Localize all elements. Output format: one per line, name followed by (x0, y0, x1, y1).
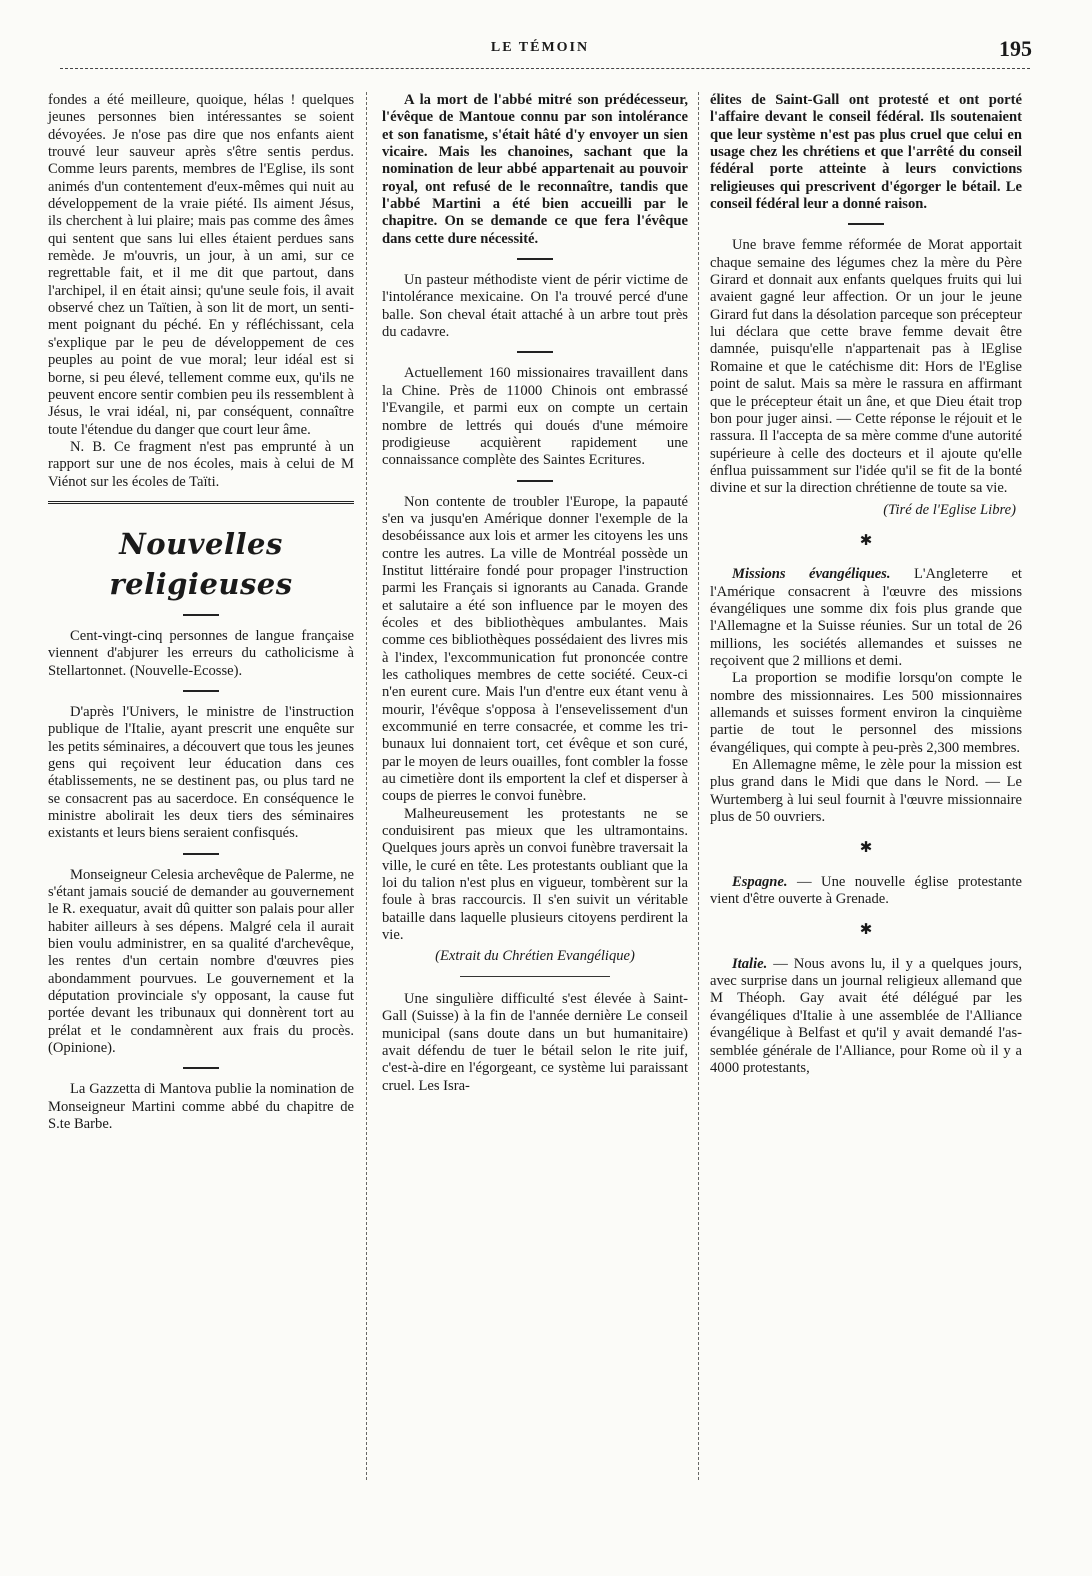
paragraph: La Gazzetta di Mantova publie la nomination de Monseigneur Martini comme abbé du chapitre de S.te Barbe. (48, 1081, 354, 1133)
paragraph (710, 956, 1022, 1077)
paragraph: fondes a été meilleure, quoique, hélas ! quelques jeunes personnes bien intéressantes se soient dévoyées. Je n'ose pas dire que nos enfants aient trouvé leur sauveur après s'être sentis perdus. Comme leurs parents, membres de l'Eglise, ils sont animés d'un contentement d'eux-mêmes qui nuit au développement de la vraie piété. Ils aiment Jésus, ils cherchent à lui plaire; mais pas comme des âmes qui sentent que sans lui elles étaient perdues sans remède. Je m'ouvris, un jour, à un ami, sur ce regrettable fait, et il me dit que partout, dans l'archipel, il en était ainsi; qu'une seule fois, il avait observé chez un Taïtien, à son lit de mort, un sentiment poignant du péché. En y réfléchissant, cela s'explique par le peu de développement de ces peuples au point de vue moral; leur idéal est si borne, si peu élevé, tellement comme eux, qu'ils ne peuvent encore sentir combien peu ils ressemblent à Jésus, le vrai idéal, ni, par conséquent, connaître toute l'étendue du danger que court leur âme. (48, 92, 354, 438)
paragraph: La proportion se modifie lorsqu'on compte le nombre des missionnaires. Les 500 missionnaires allemands et suisses forment environ la cinquième partie de tout le personnel des missions évangéliques, qui compte à peu-près 2,300 membres. (710, 670, 1022, 756)
column-divider (366, 92, 367, 1480)
paragraph: Monseigneur Celesia archevêque de Palerme, ne s'étant jamais soucié de demander au gouvernement le R. exequatur, avait dû quitter son palais pour aller habiter ailleurs à ses dépens. Malgré cela il aurait bien voulu administrer, en sa qualité d'archevêque, les rentes d'un certain nombre d'œuvres pies abondamment pourvues. Le gouvernement et la députation provinciale s'y opposant, la cause fut portée devant les tribunaux qui donnèrent tort au prélat et le condamnèrent aux frais du procès. (Opinione). (48, 866, 354, 1057)
page-number: 195 (999, 36, 1032, 61)
paragraph (710, 566, 1022, 670)
paragraph: D'après l'Univers, le ministre de l'instruction publique de l'Italie, ayant prescrit une enquête sur les petits séminaires, a découvert que tous les jeunes gens qui reçoivent leur éducation dans ces établissements, ne se destinent pas, ou plus tard ne se consacrent pas au sacerdoce. En conséquence le ministre abolirait les deux tiers des séminaires existants et leurs biens seraient confisqués. (48, 703, 354, 842)
paragraph: Non contente de troubler l'Europe, la papauté s'en va jusqu'en Amérique donner l'exemple de la desobéissance aux lois et armer les citoyens les uns contre les autres. La ville de Montréal possède un Institut littéraire fondé pour propager l'instruction parmi les Français si ignorants au Canada. Grande et salutaire a été son influence par le moyen des écoles et des bibliothèques ambulantes. Mais comme ces bibliothèques possédaient des livres mis à l'index, l'excommunication fut prononcée contre les catholiques membres de cette société. Ceux-ci n'en eurent cure. Mais l'un d'entre eux étant venu à mourir, l'évêque s'opposa à l'ensevelissement d'un excommunié en terre consacrée, et comme les tribunaux lui donnaient tort, cet évêque et son curé, par le moyen de leurs ouailles, font combler la fosse au cimetière dont ils emportent la clef et disperser à coups de pierres le convoi funèbre. (382, 493, 688, 805)
paragraph: Actuellement 160 missionaires travaillent dans la Chine. Près de 11000 Chinois ont embrassé l'Evangile, et parmi eux on compte un certain nombre de lettrés qui doués d'une mémoire prodigieuse acquièrent rapidement une connaissance complète des Saintes Ecritures. (382, 365, 688, 469)
separator (183, 614, 219, 616)
asterisk-icon: ✱ (859, 840, 873, 857)
separator (848, 223, 884, 225)
column-middle (382, 92, 688, 1095)
item-text: — Une nouvelle église protestante vient d'être ouverte à Grenade. (710, 873, 1022, 908)
column-divider (698, 92, 699, 1480)
column-left (48, 92, 354, 1134)
source-citation: (Extrait du Chrétien Evangélique) (435, 948, 635, 965)
item-title: Italie. (732, 955, 768, 972)
section-heading: Nouvelles religieuses (109, 526, 293, 601)
paragraph: Cent-vingt-cinq personnes de langue française viennent d'abjurer les erreurs du catholicisme à Stellartonnet. (Nouvelle-Ecosse). (48, 627, 354, 679)
running-title: LE TÉMOIN (490, 40, 590, 55)
separator (183, 690, 219, 692)
asterisk-icon: ✱ (859, 532, 873, 549)
paragraph: Malheureusement les protestants ne se conduisirent pas mieux que les ultramontains. Quelques jours après un convoi funèbre traversait la ville, le curé en tête. Les protestants oubliant que la loi du talion n'est plus en vigueur, tombèrent sur la foule à bras raccourcis. Il s'en suivit un véritable bataille dans laquelle plusieurs citoyens perdirent la vie. (382, 805, 688, 944)
paragraph: Une singulière difficulté s'est élevée à Saint-Gall (Suisse) à la fin de l'année dernière Le conseil municipal (sans doute dans un but humanitaire) avait défendu de tuer le bétail selon le rite juif, c'est-à-dire en l'égorgeant, ce système lui paraissant cruel. Les Isra- (382, 990, 688, 1094)
page-header (40, 36, 1040, 64)
paragraph (710, 874, 1022, 909)
separator (460, 976, 610, 977)
separator (517, 258, 553, 260)
item-title: Espagne. (732, 873, 788, 890)
double-rule (48, 501, 354, 504)
paragraph: Un pasteur méthodiste vient de périr victime de l'intolérance mexicaine. On l'a trouvé percé d'une balle. Son cheval était attaché à un arbre tout près du cadavre. (382, 272, 688, 341)
header-rule (60, 68, 1030, 69)
paragraph: Une brave femme réformée de Morat apportait chaque semaine des légumes chez la mère du Père Girard et donnait aux enfants quelques fruits qui lui avaient gagné leur affection. Or un jour le jeune Girard fut dans la désolation parceque son précepteur lui déclara que cette brave femme devait être damnée, puisqu'elle n'appartenait pas à lEglise Romaine et que le catéchisme dit: Hors de l'Eglise point de salut. Mais sa mère le rassura en affirmant que le précepteur était un âne, et que Dieu était trop bon pour juger ainsi. — Cette réponse le réjouit et le rassura. Il l'accepta de sa mère comme d'une autorité supérieure à celle des docteurs et il ajoute qu'elle énflua puissamment sur l'idée qu'il se fit de la bonté divine et sur la direction chrétienne de toute sa vie. (710, 237, 1022, 497)
item-text: — Nous avons lu, il y a quelques jours, avec surprise dans un journal religieux allemand que M Théoph. Gay avait été délégué par les évangéliques d'Italie à une assemblée de l'Alliance évangélique à Belfast et qu'il y avait demandé l'assemblée générale de l'Alliance, pour Rome où il y a 4000 protestants, (710, 955, 1022, 1076)
separator (517, 480, 553, 482)
separator (183, 1067, 219, 1069)
separator (183, 853, 219, 855)
item-title: Missions évangéliques. (732, 566, 891, 583)
separator (517, 351, 553, 353)
column-right (710, 92, 1022, 1077)
paragraph: A la mort de l'abbé mitré son prédécesseur, l'évêque de Mantoue connu par son intolérance et son fanatisme, s'était hâté d'y envoyer un sien vicaire. Mais les chanoines, sachant que la nomination de leur abbé appartenait au pouvoir royal, ont refusé de le reconnaître, tandis que l'abbé Martini a été bien accueilli par le chapitre. On se demande ce que fera l'évêque dans cette dure nécessité. (382, 92, 688, 247)
asterisk-icon: ✱ (859, 922, 873, 939)
paragraph: élites de Saint-Gall ont protesté et ont porté l'affaire devant le conseil fédéral. Ils soutenaient que leur système n'est pas plus cruel que celui en usage chez les chrétiens et que l'arrêté du conseil fédéral porte atteinte à leurs convictions religieuses qui prescrivent d'égorger le bétail. Le conseil fédéral leur a donné raison. (710, 92, 1022, 213)
paragraph: En Allemagne même, le zèle pour la mission est plus grand dans le Midi que dans le Nord. — Le Wurtemberg à lui seul fournit à l'œuvre missionnaire plus de 50 ouvriers. (710, 757, 1022, 826)
source-citation: (Tiré de l'Eglise Libre) (883, 501, 1016, 518)
note-paragraph: N. B. Ce fragment n'est pas emprunté à un rapport sur une de nos écoles, mais à celui de M Viénot sur les écoles de Taïti. (48, 438, 354, 490)
item-text: L'Angleterre et l'Amérique consacrent à l'œuvre des missions évangéliques une somme dix fois plus grande que l'Allemagne et la Suisse réunies. Sur un total de 26 millions, les sociétés allemandes et suisses ne reçoivent que 2 millions et demi. (710, 566, 1022, 669)
